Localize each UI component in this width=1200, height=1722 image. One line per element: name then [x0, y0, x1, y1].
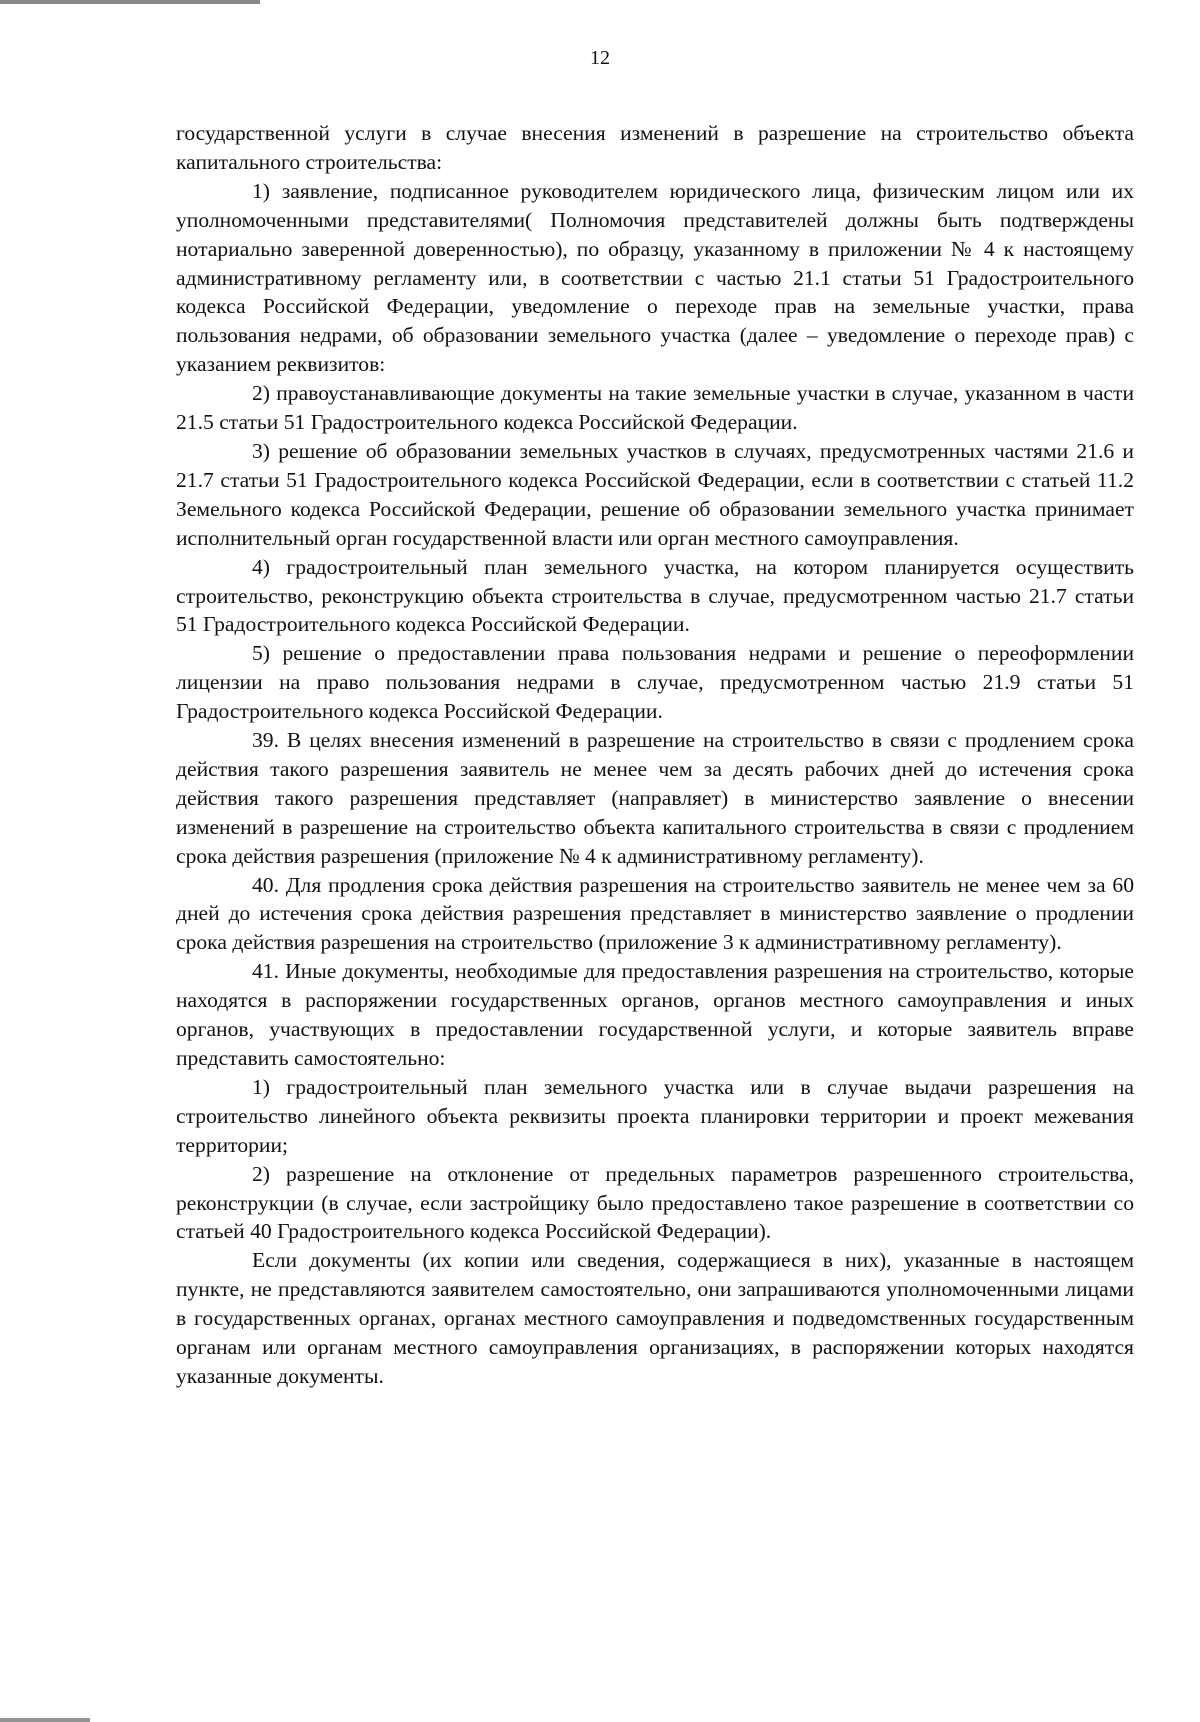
clause-41: 41. Иные документы, необходимые для предоставления разрешения на строительство, которые находятся в распоряжении государственных органов, органов местного самоуправления и иных органов, участвующих в предоставлении государственной услуги, и которые заявитель вправе представить самостоятельно: — [176, 959, 1134, 1070]
clause-40: 40. Для продления срока действия разрешения на строительство заявитель не менее чем за 60 дней до истечения срока действия разрешения представляет в министерство заявление о продлении срока действия разрешения на строительство (приложение 3 к административному регламенту). — [176, 872, 1134, 955]
closing-paragraph: Если документы (их копии или сведения, содержащиеся в них), указанные в настоящем пункте, не представляются заявителем самостоятельно, они запрашиваются уполномоченными лицами в государственных органах, органах местного самоуправления и подведомственных государственным органам или органам местного самоуправления организациях, в распоряжении которых находятся указанные документы. — [176, 1248, 1134, 1388]
scan-edge-mark-top — [0, 0, 260, 4]
page-number: 12 — [590, 47, 610, 69]
list-item-application: 1) заявление, подписанное руководителем юридического лица, физическим лицом или их уполномоченными представителями( Полномочия представителей должны быть подтверждены нотариально заверенной доверенностью), по образцу, указанному в приложении № 4 к настоящему административному регламенту или, в соответствии с частью 21.1 статьи 51 Градостроительного кодекса Российской Федерации, уведомление о переходе прав на земельные участки, права пользования недрами, об образовании земельного участка (далее – уведомление о переходе прав) с указанием реквизитов: — [176, 178, 1134, 377]
document-body — [176, 119, 1134, 1391]
clause-39: 39. В целях внесения изменений в разрешение на строительство в связи с продлением срока действия такого разрешения заявитель не менее чем за десять рабочих дней до истечения срока действия такого разрешения представляет (направляет) в министерство заявление о внесении изменений в разрешение на строительство объекта капитального строительства в связи с продлением срока действия разрешения (приложение № 4 к административному регламенту). — [176, 728, 1134, 868]
paragraph-continuation: государственной услуги в случае внесения изменений в разрешение на строительство объекта капитального строительства: — [176, 121, 1134, 174]
clause-41-item-1: 1) градостроительный план земельного участка или в случае выдачи разрешения на строительство линейного объекта реквизиты проекта планировки территории и проект межевания территории; — [176, 1074, 1134, 1157]
list-item-subsoil-decision: 5) решение о предоставлении права пользования недрами и решение о переоформлении лицензии на право пользования недрами в случае, предусмотренном частью 21.9 статьи 51 Градостроительного кодекса Российской Федерации. — [176, 641, 1134, 724]
scan-edge-mark-bottom — [0, 1718, 90, 1722]
list-item-title-documents: 2) правоустанавливающие документы на такие земельные участки в случае, указанном в части 21.5 статьи 51 Градостроительного кодекса Российской Федерации. — [176, 381, 1134, 435]
clause-41-item-2: 2) разрешение на отклонение от предельных параметров разрешенного строительства, реконструкции (в случае, если застройщику было предоставлено такое разрешение в соответствии со статьей 40 Градостроительного кодекса Российской Федерации). — [176, 1161, 1134, 1244]
list-item-urban-plan: 4) градостроительный план земельного участка, на котором планируется осуществить строительство, реконструкцию объекта строительства в случае, предусмотренном частью 21.7 статьи 51 Градостроительного кодекса Российской Федерации. — [176, 554, 1134, 637]
list-item-land-formation-decision: 3) решение об образовании земельных участков в случаях, предусмотренных частями 21.6 и 21.7 статьи 51 Градостроительного кодекса Российской Федерации, если в соответствии с статьей 11.2 Земельного кодекса Российской Федерации, решение об образовании земельного участка принимает исполнительный орган государственной власти или орган местного самоуправления. — [176, 438, 1134, 550]
